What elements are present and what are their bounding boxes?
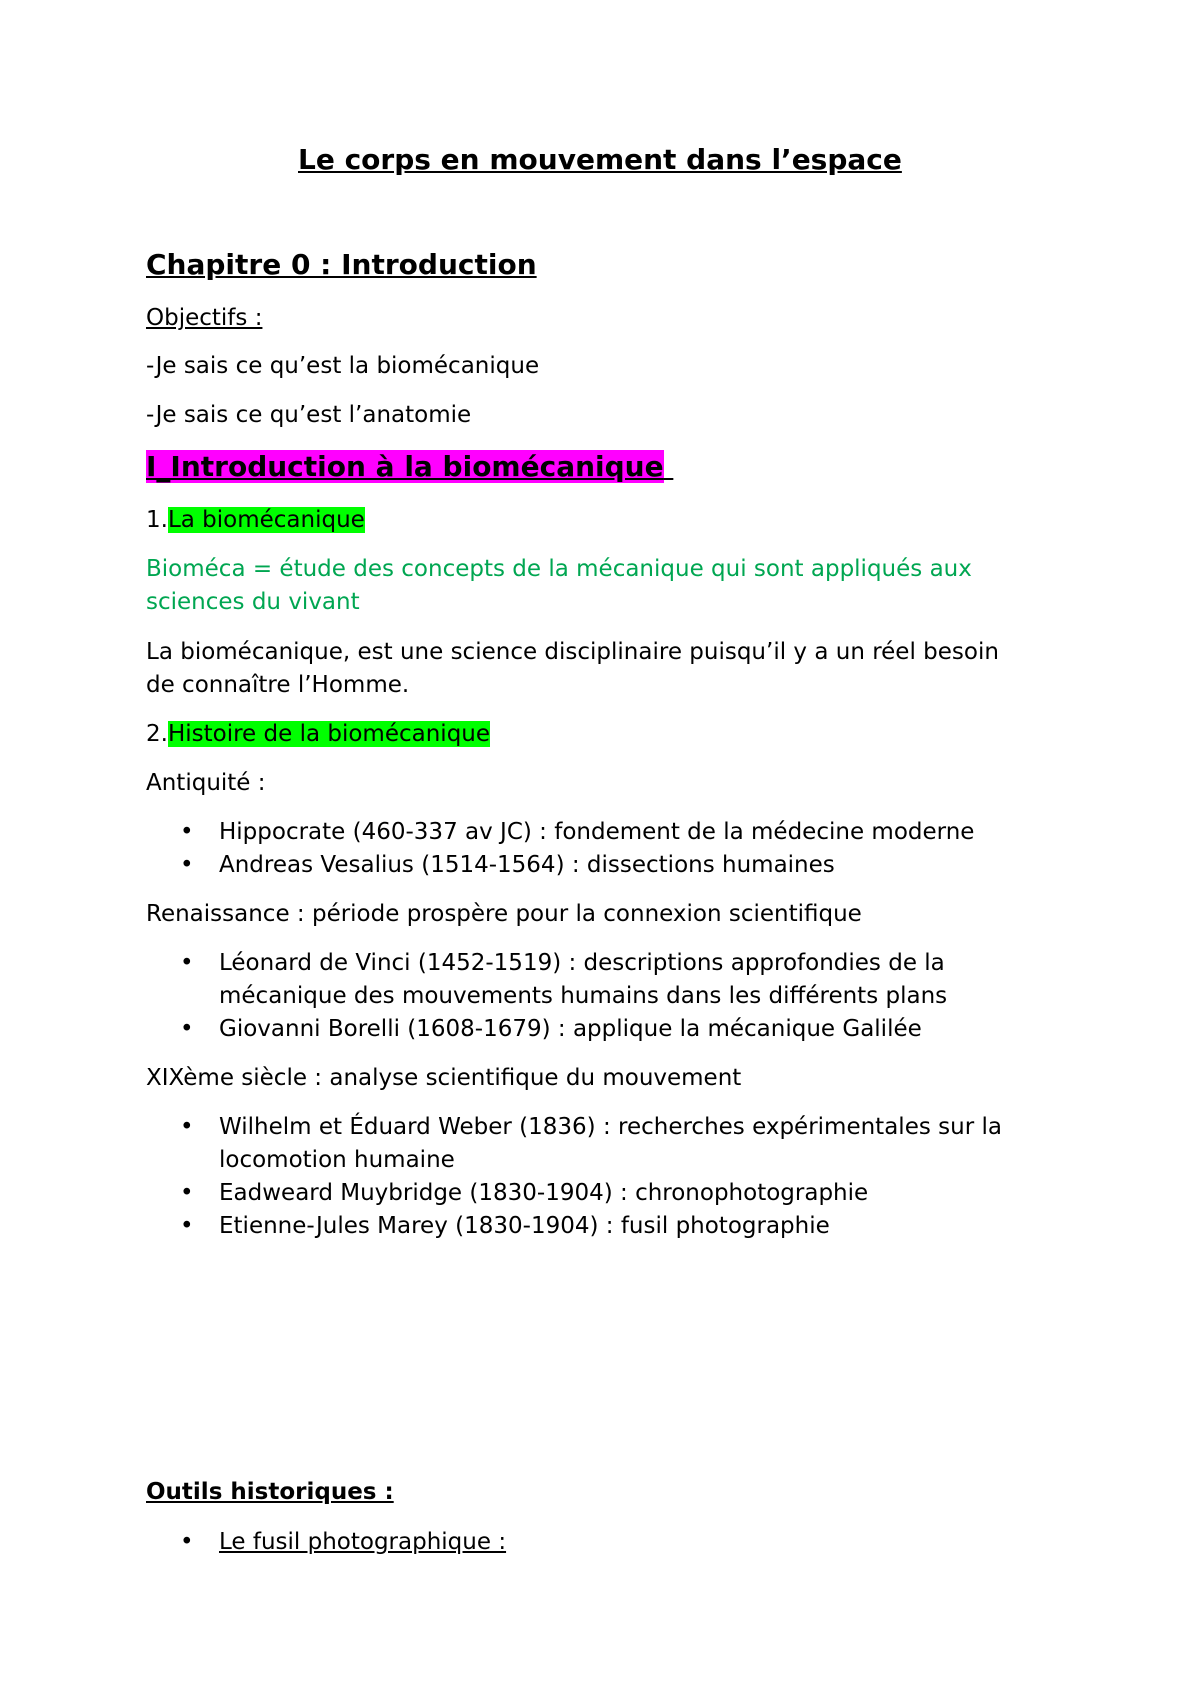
bullet-glyph: • [180, 819, 194, 845]
definition-line: Bioméca = étude des concepts de la mécanique qui sont appliqués aux [146, 556, 972, 582]
bullet-glyph: • [180, 950, 194, 976]
subsection-number: 2. [146, 721, 168, 747]
list-item: Wilhelm et Éduard Weber (1836) : recherches expérimentales sur la [219, 1114, 1002, 1140]
document-title: Le corps en mouvement dans l’espace [298, 143, 902, 176]
bullet-glyph: • [180, 1529, 194, 1555]
list-item: Hippocrate (460-337 av JC) : fondement de la médecine moderne [219, 819, 975, 845]
section-heading [146, 450, 673, 483]
subsection-label: La biomécanique [167, 507, 365, 533]
tools-heading: Outils historiques : [146, 1479, 394, 1505]
paragraph-line: La biomécanique, est une science disciplinaire puisqu’il y a un réel besoin [146, 639, 999, 665]
paragraph-line: de connaître l’Homme. [146, 672, 410, 698]
definition-line: sciences du vivant [146, 589, 360, 615]
list-item: Giovanni Borelli (1608-1679) : applique la mécanique Galilée [219, 1016, 922, 1042]
period-label: XIXème siècle : analyse scientifique du mouvement [146, 1065, 742, 1091]
objective-item: -Je sais ce qu’est l’anatomie [146, 402, 472, 428]
subsection-heading [146, 718, 490, 751]
subsection-heading [146, 504, 365, 537]
list-item: Le fusil photographique : [219, 1529, 507, 1555]
objective-item: -Je sais ce qu’est la biomécanique [146, 353, 540, 379]
bullet-glyph: • [180, 1114, 194, 1140]
bullet-glyph: • [180, 1213, 194, 1239]
subsection-label: Histoire de la biomécanique [167, 721, 491, 747]
section-heading-text: I_Introduction à la biomécanique [146, 450, 664, 483]
list-item-continued: locomotion humaine [219, 1147, 455, 1173]
objectives-label: Objectifs : [146, 305, 263, 331]
list-item: Léonard de Vinci (1452-1519) : descriptions approfondies de la [219, 950, 945, 976]
bullet-glyph: • [180, 852, 194, 878]
list-item-continued: mécanique des mouvements humains dans les différents plans [219, 983, 948, 1009]
subsection-number: 1. [146, 507, 168, 533]
period-label: Antiquité : [146, 770, 266, 796]
list-item: Andreas Vesalius (1514-1564) : dissections humaines [219, 852, 835, 878]
list-item: Eadweard Muybridge (1830-1904) : chronophotographie [219, 1180, 869, 1206]
bullet-glyph: • [180, 1180, 194, 1206]
chapter-heading: Chapitre 0 : Introduction [146, 248, 537, 281]
bullet-glyph: • [180, 1016, 194, 1042]
list-item: Etienne-Jules Marey (1830-1904) : fusil photographie [219, 1213, 830, 1239]
period-label: Renaissance : période prospère pour la connexion scientifique [146, 901, 862, 927]
